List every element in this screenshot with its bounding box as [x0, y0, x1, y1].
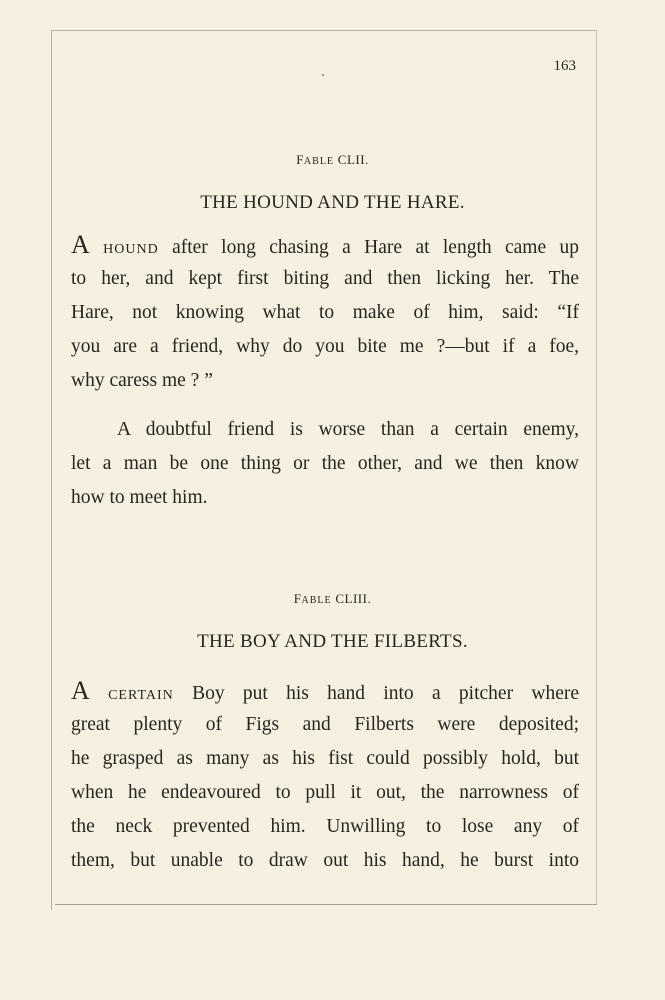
lead-word: HOUND: [103, 242, 159, 257]
fable-number-heading: [0, 152, 665, 168]
text-line: [71, 228, 579, 262]
fable-label-initial: F: [293, 591, 302, 606]
text-line: them, but unable to draw out his hand, he burst into: [71, 850, 579, 871]
text-line: the neck prevented him. Unwilling to lose any of: [71, 816, 579, 837]
text-line: when he endeavoured to pull it out, the narrowness of: [71, 782, 579, 803]
fable-number: CLII.: [337, 152, 369, 167]
fable-title: THE HOUND AND THE HARE.: [200, 192, 465, 213]
fable-label-initial: F: [296, 152, 304, 167]
drop-initial: A: [71, 230, 90, 259]
lead-word: CERTAIN: [108, 688, 174, 703]
text-line: [71, 674, 579, 708]
ink-speck: [322, 74, 324, 76]
text-line: how to meet him.: [71, 487, 208, 508]
page-border-top: [51, 30, 597, 31]
fable-number: CLIII.: [335, 591, 372, 606]
text-line: you are a friend, why do you bite me ?—but if a foe,: [71, 336, 579, 357]
page-number: 163: [553, 58, 576, 74]
drop-initial: A: [71, 676, 90, 705]
text-line: Hare, not knowing what to make of him, said: “If: [71, 302, 579, 323]
text-line: to her, and kept first biting and then licking her. The: [71, 268, 579, 289]
text-line: great plenty of Figs and Filberts were deposited;: [71, 714, 579, 735]
text-line: let a man be one thing or the other, and we then know: [71, 453, 579, 474]
fable-label-rest: ABLE: [301, 595, 332, 606]
page-border-bottom: [55, 904, 597, 905]
fable-number-heading: [0, 591, 665, 607]
text-fragment: after long chasing a Hare at length came up: [158, 237, 580, 258]
fable-moral: [71, 413, 579, 515]
fable-label-rest: ABLE: [303, 156, 335, 167]
text-line: A doubtful friend is worse than a certain enemy,: [117, 419, 579, 440]
fable-title: THE BOY AND THE FILBERTS.: [197, 631, 468, 652]
text-line: why caress me ? ”: [71, 370, 213, 391]
fable-body: [71, 228, 579, 398]
fable-body: [71, 674, 579, 878]
text-line: he grasped as many as his fist could possibly hold, but: [71, 748, 579, 769]
text-fragment: Boy put his hand into a pitcher where: [173, 683, 579, 704]
